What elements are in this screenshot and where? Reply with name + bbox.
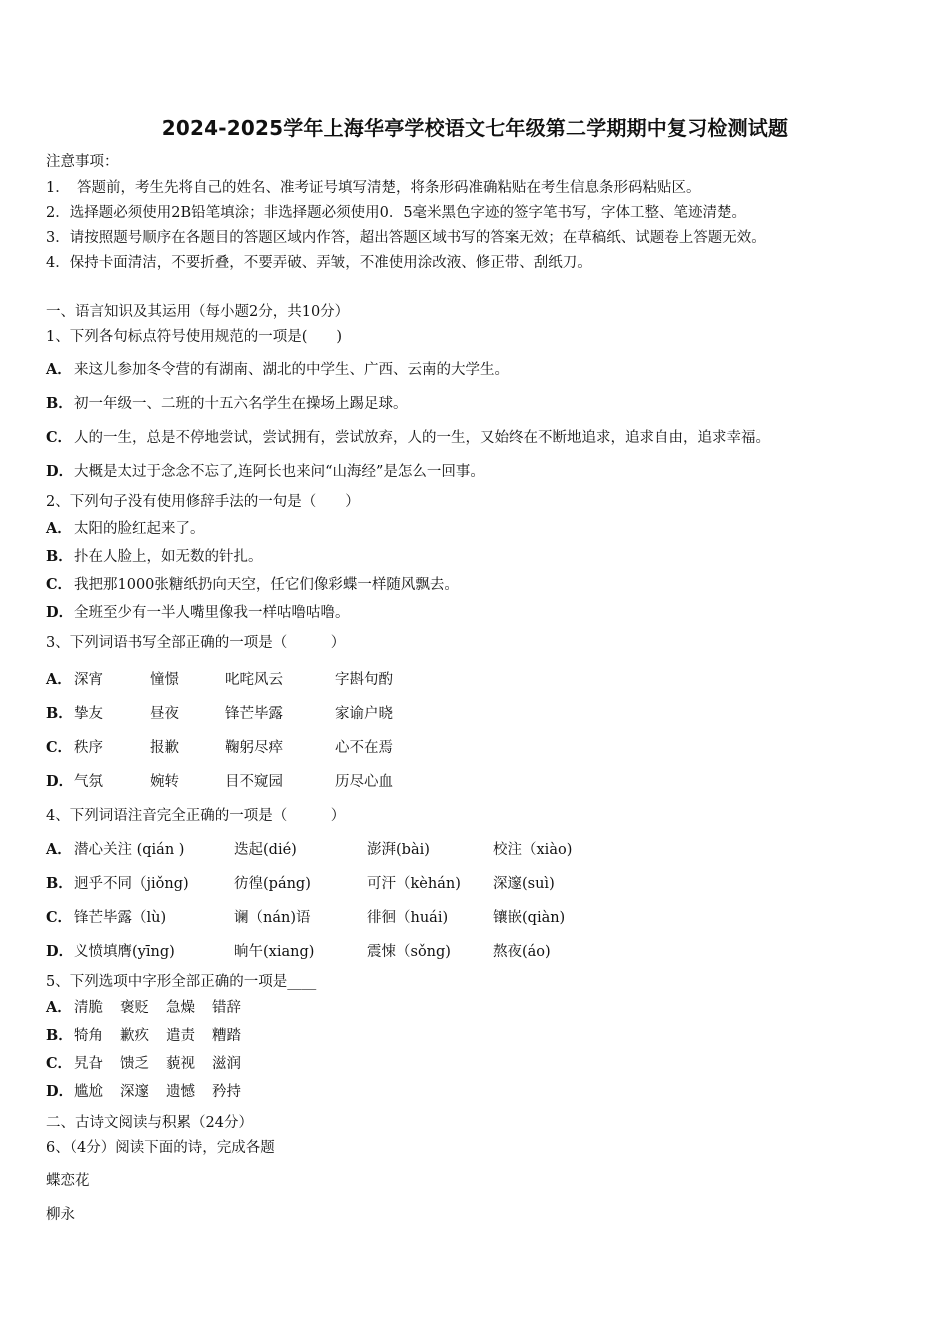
option xyxy=(46,670,393,690)
option xyxy=(46,738,393,758)
notice-item: 4．保持卡面清洁，不要折叠，不要弄破、弄皱，不准使用涂改液、修正带、刮纸刀。 xyxy=(46,255,592,271)
option-word: 徘徊（huái) xyxy=(367,910,449,926)
option xyxy=(46,394,408,414)
option-label: C． xyxy=(46,1055,73,1072)
option-word: 犄角 xyxy=(74,1028,103,1044)
option xyxy=(46,519,205,539)
option-word: 婉转 xyxy=(150,774,179,790)
option xyxy=(46,1026,241,1046)
option-text: 初一年级一、二班的十五六名学生在操场上踢足球。 xyxy=(74,396,408,412)
option-word: 矜持 xyxy=(212,1084,241,1100)
option-word: 旯旮 xyxy=(74,1056,103,1072)
option xyxy=(46,998,241,1018)
option-label: D． xyxy=(46,773,74,790)
option-word: 字斟句酌 xyxy=(335,672,393,688)
option-word: 急燥 xyxy=(166,1000,195,1016)
option-text: 大概是太过于念念不忘了,连阿长也来问“山海经”是怎么一回事。 xyxy=(74,464,485,480)
option-label: A． xyxy=(46,361,72,378)
question-stem: 5、下列选项中字形全部正确的一项是____ xyxy=(46,974,317,990)
option-word: 憧憬 xyxy=(150,672,179,688)
option xyxy=(46,908,565,928)
option-word: 歉疚 xyxy=(120,1028,149,1044)
option-label: B． xyxy=(46,548,73,565)
poem-title: 蝶恋花 xyxy=(46,1173,90,1189)
option-word: 谰（nán)语 xyxy=(234,910,311,926)
option-word: 褒贬 xyxy=(120,1000,149,1016)
option-word: 深邃(suì) xyxy=(493,876,555,892)
option-word: 报歉 xyxy=(150,740,179,756)
option-label: A． xyxy=(46,671,72,688)
option xyxy=(46,547,263,567)
section-heading: 一、语言知识及其运用（每小题2分，共10分） xyxy=(46,304,350,320)
option xyxy=(46,360,509,380)
option xyxy=(46,462,485,482)
question-stem: 6、（4分）阅读下面的诗，完成各题 xyxy=(46,1140,275,1156)
option-word: 昼夜 xyxy=(150,706,179,722)
option xyxy=(46,704,393,724)
notice-item: 2．选择题必须使用2B铅笔填涂；非选择题必须使用0．5毫米黑色字迹的签字笔书写，字体工整、笔迹清楚。 xyxy=(46,205,747,221)
option xyxy=(46,428,770,448)
option-word: 糟踏 xyxy=(212,1028,241,1044)
option-word: 滋润 xyxy=(212,1056,241,1072)
option-word: 锋芒毕露 xyxy=(225,706,283,722)
notice-item: 1． 答题前，考生先将自己的姓名、准考证号填写清楚，将条形码准确粘贴在考生信息条形码粘贴区。 xyxy=(46,180,701,196)
option xyxy=(46,603,350,623)
page-title: 2024-2025学年上海华亭学校语文七年级第二学期期中复习检测试题 xyxy=(161,116,789,140)
option-word: 彷徨(páng) xyxy=(234,876,311,892)
option-text: 来这儿参加冬令营的有湖南、湖北的中学生、广西、云南的大学生。 xyxy=(74,362,509,378)
option-word: 遗憾 xyxy=(166,1084,195,1100)
option-word: 晌午(xiang) xyxy=(234,944,315,960)
option-label: D． xyxy=(46,604,74,621)
option-word: 心不在焉 xyxy=(335,740,393,756)
option-label: B． xyxy=(46,1027,73,1044)
option-word: 迥乎不同（jiǒng) xyxy=(74,876,189,892)
option-word: 家谕户晓 xyxy=(335,706,393,722)
question-stem: 1、下列各句标点符号使用规范的一项是( ) xyxy=(46,329,343,345)
option-word: 错辞 xyxy=(212,1000,241,1016)
option-word: 藐视 xyxy=(166,1056,195,1072)
option xyxy=(46,1054,241,1074)
option-text: 扑在人脸上，如无数的针扎。 xyxy=(74,549,263,565)
option-word: 锋芒毕露（lù) xyxy=(74,910,167,926)
option-word: 叱咤风云 xyxy=(225,672,283,688)
question-stem: 2、下列句子没有使用修辞手法的一句是（ ） xyxy=(46,494,360,510)
option-word: 深宵 xyxy=(74,672,103,688)
option-word: 目不窥园 xyxy=(225,774,283,790)
option-word: 馈乏 xyxy=(120,1056,149,1072)
option-word: 清脆 xyxy=(74,1000,103,1016)
option-text: 人的一生，总是不停地尝试，尝试拥有，尝试放弃，人的一生，又始终在不断地追求，追求自由，追求幸福。 xyxy=(74,430,770,446)
option-label: D． xyxy=(46,463,74,480)
option-word: 气氛 xyxy=(74,774,103,790)
option-label: C． xyxy=(46,739,73,756)
option xyxy=(46,575,459,595)
option xyxy=(46,1082,241,1102)
option-word: 深邃 xyxy=(120,1084,149,1100)
option xyxy=(46,942,551,962)
option-word: 澎湃(bài) xyxy=(367,842,430,858)
option-word: 挚友 xyxy=(74,706,103,722)
option xyxy=(46,874,555,894)
option-word: 遣责 xyxy=(166,1028,195,1044)
option-label: B． xyxy=(46,875,73,892)
option-word: 义愤填膺(yīng) xyxy=(74,944,175,960)
question-stem: 4、下列词语注音完全正确的一项是（ ） xyxy=(46,808,346,824)
notice-heading: 注意事项： xyxy=(46,154,119,170)
option-label: A． xyxy=(46,520,72,537)
notice-item: 3．请按照题号顺序在各题目的答题区域内作答，超出答题区域书写的答案无效；在草稿纸、试题卷上答题无效。 xyxy=(46,230,766,246)
option-label: B． xyxy=(46,395,73,412)
option-text: 太阳的脸红起来了。 xyxy=(74,521,205,537)
question-stem: 3、下列词语书写全部正确的一项是（ ） xyxy=(46,635,346,651)
option-label: A． xyxy=(46,999,72,1016)
poem-author: 柳永 xyxy=(46,1207,75,1223)
option-word: 可汗（kèhán) xyxy=(367,876,461,892)
option-label: C． xyxy=(46,429,73,446)
option-word: 潜心关注 (qián ) xyxy=(74,842,185,858)
option-label: A． xyxy=(46,841,72,858)
option-word: 镶嵌(qiàn) xyxy=(493,910,566,926)
option-word: 鞠躬尽瘁 xyxy=(225,740,283,756)
option xyxy=(46,840,572,860)
option-word: 熬夜(áo) xyxy=(493,944,551,960)
section-heading: 二、古诗文阅读与积累（24分） xyxy=(46,1115,253,1131)
option-label: C． xyxy=(46,576,73,593)
option-word: 校注（xiào) xyxy=(493,842,573,858)
option xyxy=(46,772,393,792)
option-label: D． xyxy=(46,1083,74,1100)
option-label: C． xyxy=(46,909,73,926)
option-word: 尴尬 xyxy=(74,1084,103,1100)
option-label: D． xyxy=(46,943,74,960)
option-word: 迭起(dié) xyxy=(234,842,297,858)
option-word: 秩序 xyxy=(74,740,103,756)
option-word: 震悚（sǒng) xyxy=(367,944,451,960)
option-label: B． xyxy=(46,705,73,722)
option-text: 我把那1000张糖纸扔向天空，任它们像彩蝶一样随风飘去。 xyxy=(74,577,459,593)
option-text: 全班至少有一半人嘴里像我一样咕噜咕噜。 xyxy=(74,605,350,621)
option-word: 历尽心血 xyxy=(335,774,393,790)
